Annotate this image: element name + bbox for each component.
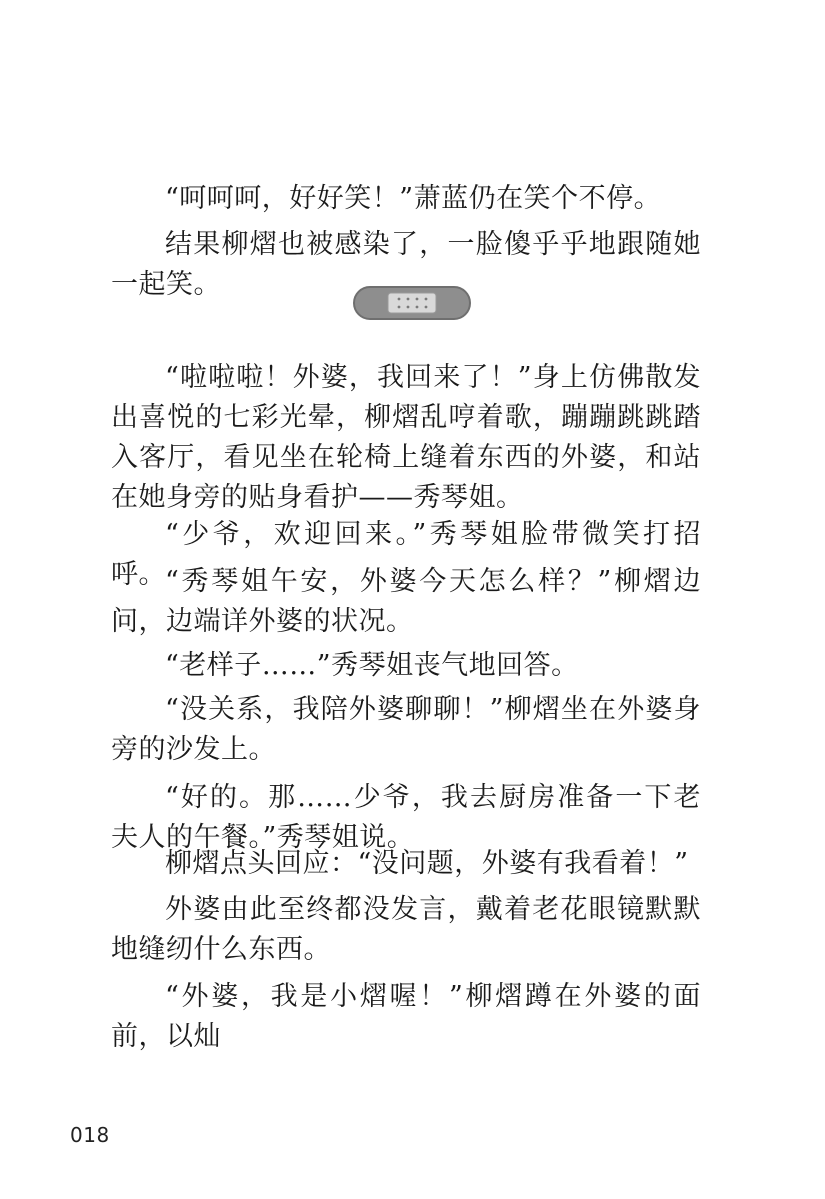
paragraph-2: 结果柳熠也被感染了，一脸傻乎乎地跟随她一起笑。 bbox=[111, 229, 701, 300]
paragraph-6: “老样子……”秀琴姐丧气地回答。 bbox=[165, 650, 579, 681]
paragraph-7: “没关系，我陪外婆聊聊！”柳熠坐在外婆身旁的沙发上。 bbox=[111, 694, 701, 765]
paragraph-5: “秀琴姐午安，外婆今天怎么样？”柳熠边问，边端详外婆的状况。 bbox=[111, 566, 701, 637]
paragraph-1: “呵呵呵，好好笑！”萧蓝仍在笑个不停。 bbox=[165, 183, 662, 214]
page-number: 018 bbox=[70, 1123, 110, 1147]
paragraph-3: “啦啦啦！外婆，我回来了！”身上仿佛散发出喜悦的七彩光晕，柳熠乱哼着歌，蹦蹦跳跳踏入客厅，看见坐在轮椅上缝着东西的外婆，和站在她身旁的贴身看护——秀琴姐。 bbox=[111, 362, 701, 513]
paragraph-11: “外婆，我是小熠喔！”柳熠蹲在外婆的面前，以灿 bbox=[111, 981, 701, 1052]
paragraph-4: “少爷，欢迎回来。”秀琴姐脸带微笑打招呼。 bbox=[111, 519, 701, 590]
paragraph-9: 柳熠点头回应：“没问题，外婆有我看着！” bbox=[165, 848, 689, 879]
paragraph-10: 外婆由此至终都没发言，戴着老花眼镜默默地缝纫什么东西。 bbox=[111, 894, 701, 965]
paragraph-8: “好的。那……少爷，我去厨房准备一下老夫人的午餐。”秀琴姐说。 bbox=[111, 782, 701, 853]
bandage-icon bbox=[352, 283, 472, 323]
